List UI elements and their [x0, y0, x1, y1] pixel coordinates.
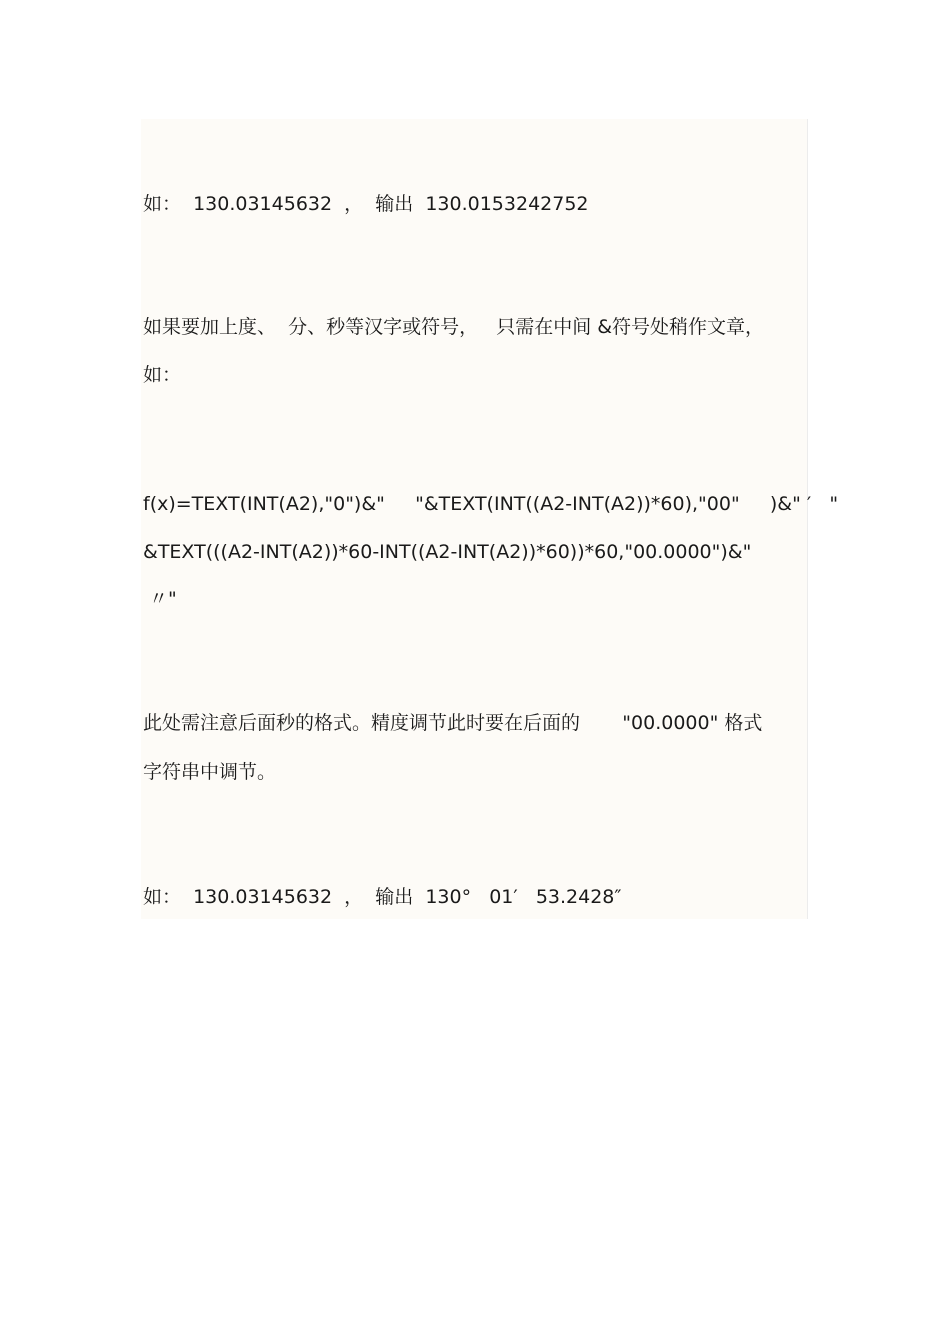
- paragraph-add-symbols-continued: 如：: [143, 364, 182, 386]
- example-line-decimal-output: 如： 130.03145632 ， 输出 130.0153242752: [143, 193, 589, 215]
- formula-line-1: f(x)=TEXT(INT(A2),"0")&" "&TEXT(INT((A2-INT(A2))*60),"00" )&" ′ ": [143, 493, 839, 515]
- formula-line-3: 〃": [143, 588, 177, 610]
- example-line-dms-output: 如： 130.03145632 ， 输出 130° 01′ 53.2428″: [143, 886, 622, 908]
- note-seconds-format: 此处需注意后面秒的格式。精度调节此时要在后面的 "00.0000" 格式: [143, 712, 763, 734]
- document-content-panel: [141, 119, 808, 919]
- paragraph-add-symbols: 如果要加上度、 分、秒等汉字或符号， 只需在中间 &符号处稍作文章，: [143, 316, 765, 338]
- note-seconds-format-continued: 字符串中调节。: [143, 761, 277, 783]
- formula-line-2: &TEXT(((A2-INT(A2))*60-INT((A2-INT(A2))*60))*60,"00.0000")&": [143, 541, 752, 563]
